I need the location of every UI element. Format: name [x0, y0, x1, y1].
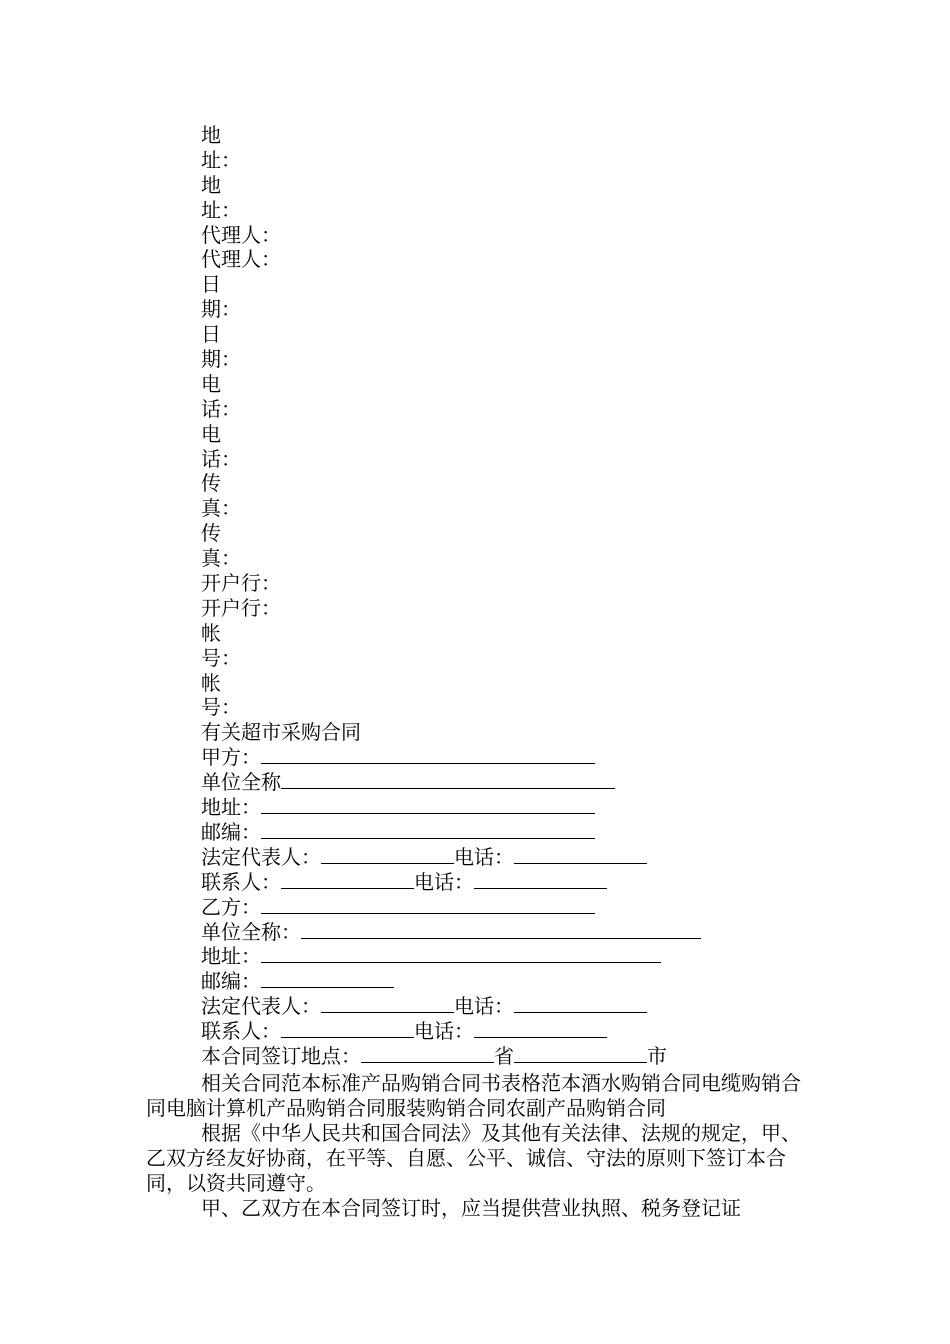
header-label: 号： — [201, 645, 241, 670]
party-a-postcode-line — [201, 820, 841, 845]
party-a-contact-phone-label: 电话： — [414, 869, 474, 894]
party-a-rep-line — [201, 845, 841, 870]
header-label: 开户行： — [201, 595, 281, 620]
party-b-postcode-blank[interactable] — [261, 969, 394, 988]
header-label: 帐 — [201, 670, 221, 695]
party-b-contact-blank[interactable] — [281, 1019, 414, 1038]
party-b-name-label: 单位全称： — [201, 919, 301, 944]
party-b-label: 乙方： — [201, 894, 261, 919]
documents-paragraph — [146, 1196, 811, 1221]
documents-text: 甲、乙双方在本合同签订时，应当提供营业执照、税务登记证 — [201, 1196, 741, 1220]
header-label: 号： — [201, 695, 241, 720]
party-b-contact-line — [201, 1019, 841, 1044]
party-a-rep-blank[interactable] — [321, 845, 454, 864]
party-a-rep-phone-label: 电话： — [454, 844, 514, 869]
party-b-address-line — [201, 944, 841, 969]
party-b-address-label: 地址： — [201, 944, 261, 969]
party-b-line — [201, 895, 841, 920]
party-b-blank[interactable] — [261, 895, 595, 914]
party-a-contact-label: 联系人： — [201, 869, 281, 894]
header-label: 地 — [201, 172, 221, 197]
party-a-address-label: 地址： — [201, 795, 261, 820]
contract-title: 有关超市采购合同 — [201, 720, 361, 745]
header-label: 帐 — [201, 620, 221, 645]
header-label: 电 — [201, 421, 221, 446]
party-b-postcode-label: 邮编： — [201, 969, 261, 994]
contract-block — [201, 123, 841, 1069]
party-a-blank[interactable] — [261, 745, 595, 764]
header-label: 传 — [201, 471, 221, 496]
header-label: 真： — [201, 496, 241, 521]
party-a-rep-phone-blank[interactable] — [514, 845, 647, 864]
header-label: 址： — [201, 147, 241, 172]
party-a-postcode-label: 邮编： — [201, 819, 261, 844]
party-a-rep-label: 法定代表人： — [201, 844, 321, 869]
party-b-contact-label: 联系人： — [201, 1019, 281, 1044]
party-a-address-blank[interactable] — [261, 795, 595, 814]
header-label: 期： — [201, 297, 241, 322]
party-a-line — [201, 745, 841, 770]
province-label: 省 — [494, 1043, 514, 1068]
party-a-contact-blank[interactable] — [281, 870, 414, 889]
party-b-address-blank[interactable] — [261, 944, 661, 963]
party-b-contact-phone-blank[interactable] — [474, 1019, 607, 1038]
party-a-name-line — [201, 770, 841, 795]
party-a-label: 甲方： — [201, 745, 261, 770]
header-labels — [201, 123, 841, 720]
party-b-name-line — [201, 920, 841, 945]
party-b-rep-line — [201, 994, 841, 1019]
sign-place-label: 本合同签订地点： — [201, 1043, 361, 1068]
header-label: 地 — [201, 123, 221, 147]
related-templates-paragraph — [146, 1071, 811, 1121]
header-label: 日 — [201, 272, 221, 297]
legal-basis-text: 根据《中华人民共和国合同法》及其他有关法律、法规的规定，甲、乙双方经友好协商，在平等、自愿、公平、诚信、守法的原则下签订本合同，以资共同遵守。 — [146, 1121, 801, 1195]
header-label: 话： — [201, 396, 241, 421]
party-b-rep-blank[interactable] — [321, 994, 454, 1013]
party-a-address-line — [201, 795, 841, 820]
party-b-rep-phone-blank[interactable] — [514, 994, 647, 1013]
header-label: 代理人： — [201, 247, 281, 272]
party-b-name-blank[interactable] — [301, 920, 701, 939]
party-b-contact-phone-label: 电话： — [414, 1019, 474, 1044]
header-label: 代理人： — [201, 222, 281, 247]
party-a-contact-line — [201, 870, 841, 895]
header-label: 传 — [201, 521, 221, 546]
party-b-rep-label: 法定代表人： — [201, 994, 321, 1019]
party-a-contact-phone-blank[interactable] — [474, 870, 607, 889]
header-label: 话： — [201, 446, 241, 471]
legal-basis-paragraph — [146, 1121, 811, 1196]
party-a-name-label: 单位全称 — [201, 770, 281, 795]
party-b-rep-phone-label: 电话： — [454, 994, 514, 1019]
province-blank[interactable] — [361, 1044, 494, 1063]
party-b-postcode-line — [201, 969, 841, 994]
related-templates-text: 相关合同范本标准产品购销合同书表格范本酒水购销合同电缆购销合同电脑计算机产品购销合同服装购销合同农副产品购销合同 — [146, 1071, 801, 1120]
header-label: 电 — [201, 371, 221, 396]
party-a-name-blank[interactable] — [281, 770, 615, 789]
party-a-postcode-blank[interactable] — [261, 820, 595, 839]
header-label: 期： — [201, 347, 241, 372]
header-label: 址： — [201, 197, 241, 222]
header-label: 真： — [201, 546, 241, 571]
header-label: 开户行： — [201, 571, 281, 596]
header-label: 日 — [201, 322, 221, 347]
city-blank[interactable] — [514, 1044, 647, 1063]
city-label: 市 — [647, 1043, 667, 1068]
sign-place-line — [201, 1044, 841, 1069]
